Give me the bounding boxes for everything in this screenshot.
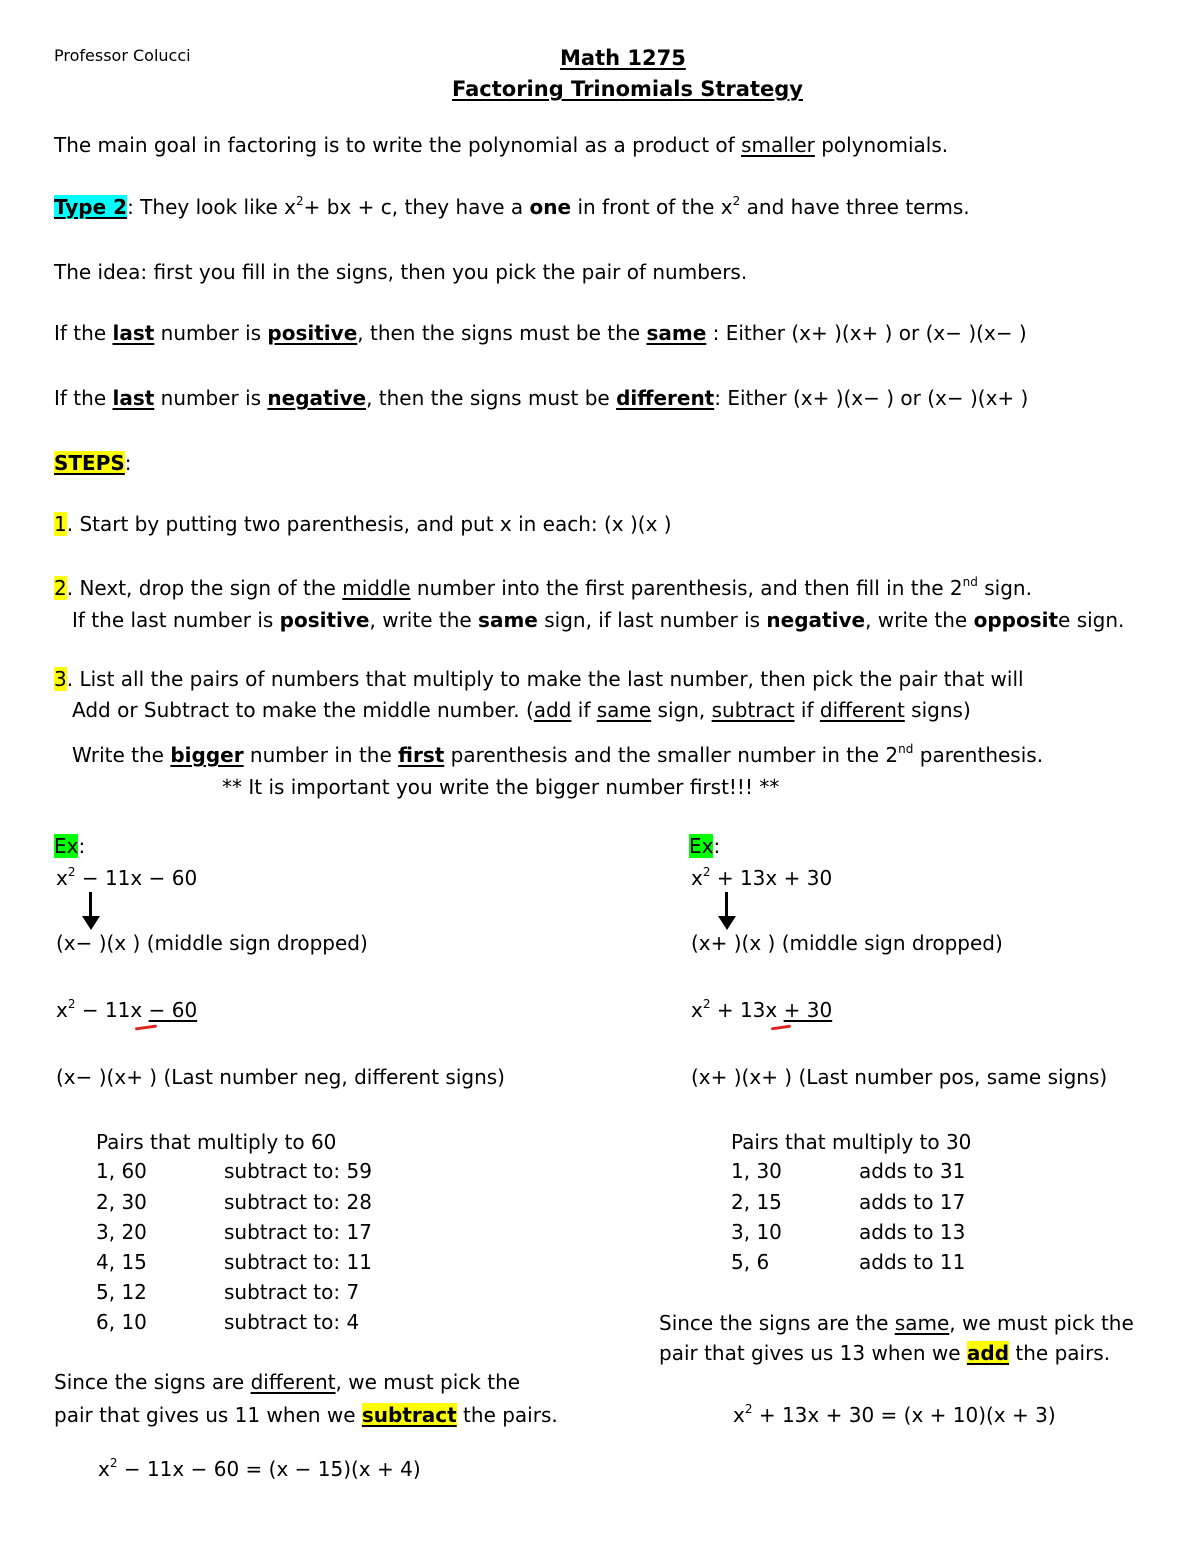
ex-left-signs: (x− )(x+ ) (Last number neg, different signs)	[56, 1065, 505, 1089]
ex-left-since-line-1: Since the signs are different, we must pick the	[54, 1370, 521, 1394]
ex-right-expression-2: $x^2 + 13x + 30$	[691, 997, 833, 1022]
course-title: Math 1275	[560, 46, 686, 70]
ex-left-pair-row: 2, 30 subtract to: 28	[96, 1190, 372, 1214]
professor-name: Professor Colucci	[54, 46, 191, 65]
ex-left-expression: $x^2 - 11x - 60$	[56, 865, 198, 890]
ex-right-expression: $x^2 + 13x + 30$	[691, 865, 833, 890]
step-1: 1. Start by putting two parenthesis, and put x in each: (x )(x )	[54, 512, 672, 536]
step-3-line-2: Add or Subtract to make the middle number. (add if same sign, subtract if different signs)	[72, 698, 971, 722]
ex-right-pair-row: 2, 15 adds to 17	[731, 1190, 966, 1214]
ex-right-since-line-1: Since the signs are the same, we must pick the	[659, 1311, 1134, 1335]
ex-left-pair-row: 5, 12 subtract to: 7	[96, 1280, 360, 1304]
type2-label: Type 2	[54, 195, 128, 219]
ex-left-pair-row: 1, 60 subtract to: 59	[96, 1159, 372, 1183]
step-3-note: ** It is important you write the bigger number first!!! **	[222, 775, 780, 799]
page-title: Factoring Trinomials Strategy	[452, 77, 803, 101]
ex-left-pair-row: 6, 10 subtract to: 4	[96, 1310, 360, 1334]
ex-right-arrow-head	[718, 916, 736, 930]
idea-line: The idea: first you fill in the signs, then you pick the pair of numbers.	[54, 260, 748, 284]
ex-right-since-line-2: pair that gives us 13 when we add the pairs.	[659, 1341, 1111, 1365]
ex-left-pairs-title: Pairs that multiply to 60	[96, 1130, 337, 1154]
ex-left-down-arrow	[89, 892, 92, 918]
ex-left-pair-row: 3, 20 subtract to: 17	[96, 1220, 372, 1244]
ex-left-arrow-head	[82, 916, 100, 930]
type2-line: Type 2: They look like $x^2+$ bx + c, they have a one in front of the $x^2$ and have three terms.	[54, 194, 970, 219]
ex-left-label: Ex:	[54, 834, 86, 858]
step-3-line-1: 3. List all the pairs of numbers that multiply to make the last number, then pick the pair that will	[54, 667, 1024, 691]
ex-left-red-mark	[135, 1024, 157, 1030]
intro-goal: The main goal in factoring is to write the polynomial as a product of smaller polynomials.	[54, 133, 949, 157]
ex-right-dropped: (x+ )(x ) (middle sign dropped)	[691, 931, 1003, 955]
ex-left-since-line-2: pair that gives us 11 when we subtract the pairs.	[54, 1403, 558, 1427]
rule-positive: If the last number is positive, then the signs must be the same : Either (x+ )(x+ ) or (x− )(x− )	[54, 321, 1027, 345]
ex-right-down-arrow	[725, 892, 728, 918]
rule-negative: If the last number is negative, then the signs must be different: Either (x+ )(x− ) or (x− )(x+ )	[54, 386, 1029, 410]
ex-right-label: Ex:	[689, 834, 721, 858]
steps-heading: STEPS:	[54, 451, 132, 475]
step-2-line-1: 2. Next, drop the sign of the middle number into the first parenthesis, and then fill in the 2nd sign.	[54, 575, 1032, 600]
ex-right-answer: $x^2 + 13x + 30 = (x + 10)(x + 3)$	[733, 1402, 1056, 1427]
ex-left-answer: $x^2 - 11x - 60 = (x - 15)(x + 4)$	[98, 1456, 421, 1481]
step-2-line-2: If the last number is positive, write the same sign, if last number is negative, write the opposite sign.	[72, 608, 1125, 632]
ex-right-pairs-title: Pairs that multiply to 30	[731, 1130, 972, 1154]
ex-left-pair-row: 4, 15 subtract to: 11	[96, 1250, 372, 1274]
ex-left-dropped: (x− )(x ) (middle sign dropped)	[56, 931, 368, 955]
ex-right-pair-row: 1, 30 adds to 31	[731, 1159, 966, 1183]
ex-left-expression-2: $x^2 - 11x - 60$	[56, 997, 198, 1022]
step-3-line-3: Write the bigger number in the first parenthesis and the smaller number in the 2nd parenthesis.	[72, 742, 1044, 767]
ex-right-pair-row: 5, 6 adds to 11	[731, 1250, 966, 1274]
ex-right-red-mark	[771, 1025, 791, 1031]
ex-right-pair-row: 3, 10 adds to 13	[731, 1220, 966, 1244]
ex-right-signs: (x+ )(x+ ) (Last number pos, same signs)	[691, 1065, 1108, 1089]
